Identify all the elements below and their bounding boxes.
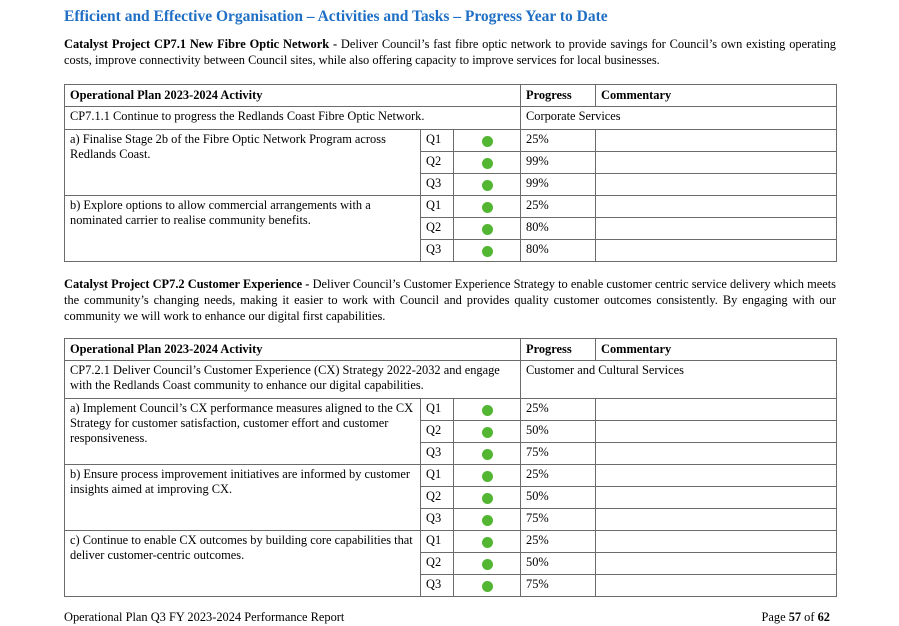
status-indicator-icon [482, 559, 493, 570]
progress-value: 25% [521, 465, 596, 487]
page-title: Efficient and Effective Organisation – Activities and Tasks – Progress Year to Date [64, 8, 608, 25]
column-header-commentary: Commentary [596, 85, 837, 107]
quarter-label: Q1 [421, 399, 454, 421]
status-indicator-icon [482, 471, 493, 482]
section-description: Deliver Council’s Customer Experience Strategy to enable customer centric service delivery which meets the community’s changing needs, making it easier to work with Council and provides quality customer outcomes consistently. By engaging with our community we will work to enhance our digital first capabilities. [64, 277, 836, 323]
progress-value: 50% [521, 421, 596, 443]
section-heading: Catalyst Project CP7.2 Customer Experience - [64, 277, 313, 291]
commentary-cell [596, 443, 837, 465]
status-cell [454, 531, 521, 553]
quarter-label: Q1 [421, 465, 454, 487]
status-cell [454, 399, 521, 421]
status-cell [454, 218, 521, 240]
status-cell [454, 174, 521, 196]
quarter-label: Q3 [421, 509, 454, 531]
status-indicator-icon [482, 158, 493, 169]
status-indicator-icon [482, 493, 493, 504]
progress-value: 75% [521, 575, 596, 597]
quarter-row [65, 196, 837, 218]
footer-report-title: Operational Plan Q3 FY 2023-2024 Performance Report [64, 610, 345, 624]
quarter-row [65, 531, 837, 553]
progress-value: 25% [521, 399, 596, 421]
status-cell [454, 465, 521, 487]
quarter-label: Q3 [421, 443, 454, 465]
quarter-label: Q1 [421, 130, 454, 152]
status-cell [454, 240, 521, 262]
quarter-row [65, 465, 837, 487]
table-header-row [65, 85, 837, 107]
commentary-cell [596, 509, 837, 531]
commentary-cell [596, 196, 837, 218]
task-description: c) Continue to enable CX outcomes by building core capabilities that deliver customer-centric outcomes. [65, 531, 421, 597]
status-cell [454, 509, 521, 531]
quarter-label: Q2 [421, 152, 454, 174]
progress-value: 99% [521, 152, 596, 174]
section-intro [64, 276, 836, 324]
progress-value: 80% [521, 240, 596, 262]
commentary-cell [596, 465, 837, 487]
task-description: b) Ensure process improvement initiatives are informed by customer insights aimed at improving CX. [65, 465, 421, 531]
status-indicator-icon [482, 581, 493, 592]
progress-value: 75% [521, 443, 596, 465]
page-total: 62 [817, 610, 830, 624]
quarter-row [65, 399, 837, 421]
status-cell [454, 443, 521, 465]
commentary-cell [596, 174, 837, 196]
column-header-activity: Operational Plan 2023-2024 Activity [65, 339, 521, 361]
quarter-label: Q2 [421, 421, 454, 443]
quarter-label: Q2 [421, 553, 454, 575]
progress-value: 99% [521, 174, 596, 196]
status-indicator-icon [482, 136, 493, 147]
status-indicator-icon [482, 180, 493, 191]
responsible-area: Corporate Services [521, 107, 837, 130]
progress-value: 50% [521, 553, 596, 575]
task-description: a) Finalise Stage 2b of the Fibre Optic Network Program across Redlands Coast. [65, 130, 421, 196]
activity-row [65, 361, 837, 399]
status-cell [454, 152, 521, 174]
commentary-cell [596, 152, 837, 174]
status-cell [454, 575, 521, 597]
column-header-progress: Progress [521, 85, 596, 107]
status-indicator-icon [482, 515, 493, 526]
status-indicator-icon [482, 246, 493, 257]
page-prefix: Page [761, 610, 789, 624]
commentary-cell [596, 553, 837, 575]
commentary-cell [596, 240, 837, 262]
commentary-cell [596, 130, 837, 152]
quarter-label: Q2 [421, 218, 454, 240]
commentary-cell [596, 575, 837, 597]
status-cell [454, 487, 521, 509]
quarter-row [65, 130, 837, 152]
table-header-row [65, 339, 837, 361]
quarter-label: Q2 [421, 487, 454, 509]
progress-value: 25% [521, 130, 596, 152]
status-cell [454, 553, 521, 575]
progress-value: 80% [521, 218, 596, 240]
activity-description: CP7.1.1 Continue to progress the Redlands Coast Fibre Optic Network. [65, 107, 521, 130]
commentary-cell [596, 218, 837, 240]
page-separator: of [801, 610, 818, 624]
section-heading: Catalyst Project CP7.1 New Fibre Optic Network - [64, 37, 341, 51]
status-indicator-icon [482, 202, 493, 213]
status-cell [454, 130, 521, 152]
task-description: b) Explore options to allow commercial arrangements with a nominated carrier to realise community benefits. [65, 196, 421, 262]
status-indicator-icon [482, 449, 493, 460]
status-cell [454, 196, 521, 218]
commentary-cell [596, 421, 837, 443]
activity-row [65, 107, 837, 130]
quarter-label: Q3 [421, 174, 454, 196]
status-indicator-icon [482, 224, 493, 235]
task-description: a) Implement Council’s CX performance measures aligned to the CX Strategy for customer satisfaction, customer effort and customer responsiveness. [65, 399, 421, 465]
column-header-progress: Progress [521, 339, 596, 361]
progress-value: 25% [521, 196, 596, 218]
quarter-label: Q3 [421, 575, 454, 597]
progress-value: 50% [521, 487, 596, 509]
page-number [762, 610, 831, 625]
commentary-cell [596, 487, 837, 509]
status-indicator-icon [482, 427, 493, 438]
quarter-label: Q3 [421, 240, 454, 262]
section-intro [64, 36, 836, 68]
activity-table [64, 84, 837, 262]
quarter-label: Q1 [421, 196, 454, 218]
column-header-commentary: Commentary [596, 339, 837, 361]
status-cell [454, 421, 521, 443]
section-description: Deliver Council’s fast fibre optic network to provide savings for Council’s own existing operating costs, improve connectivity between Council sites, while also offering capacity to improve services for local businesses. [64, 37, 836, 67]
progress-value: 75% [521, 509, 596, 531]
activity-table [64, 338, 837, 597]
activity-description: CP7.2.1 Deliver Council’s Customer Experience (CX) Strategy 2022-2032 and engage with the Redlands Coast community to enhance our digital capabilities. [65, 361, 521, 399]
page-current: 57 [788, 610, 802, 624]
responsible-area: Customer and Cultural Services [521, 361, 837, 399]
quarter-label: Q1 [421, 531, 454, 553]
column-header-activity: Operational Plan 2023-2024 Activity [65, 85, 521, 107]
status-indicator-icon [482, 405, 493, 416]
progress-value: 25% [521, 531, 596, 553]
commentary-cell [596, 531, 837, 553]
status-indicator-icon [482, 537, 493, 548]
commentary-cell [596, 399, 837, 421]
